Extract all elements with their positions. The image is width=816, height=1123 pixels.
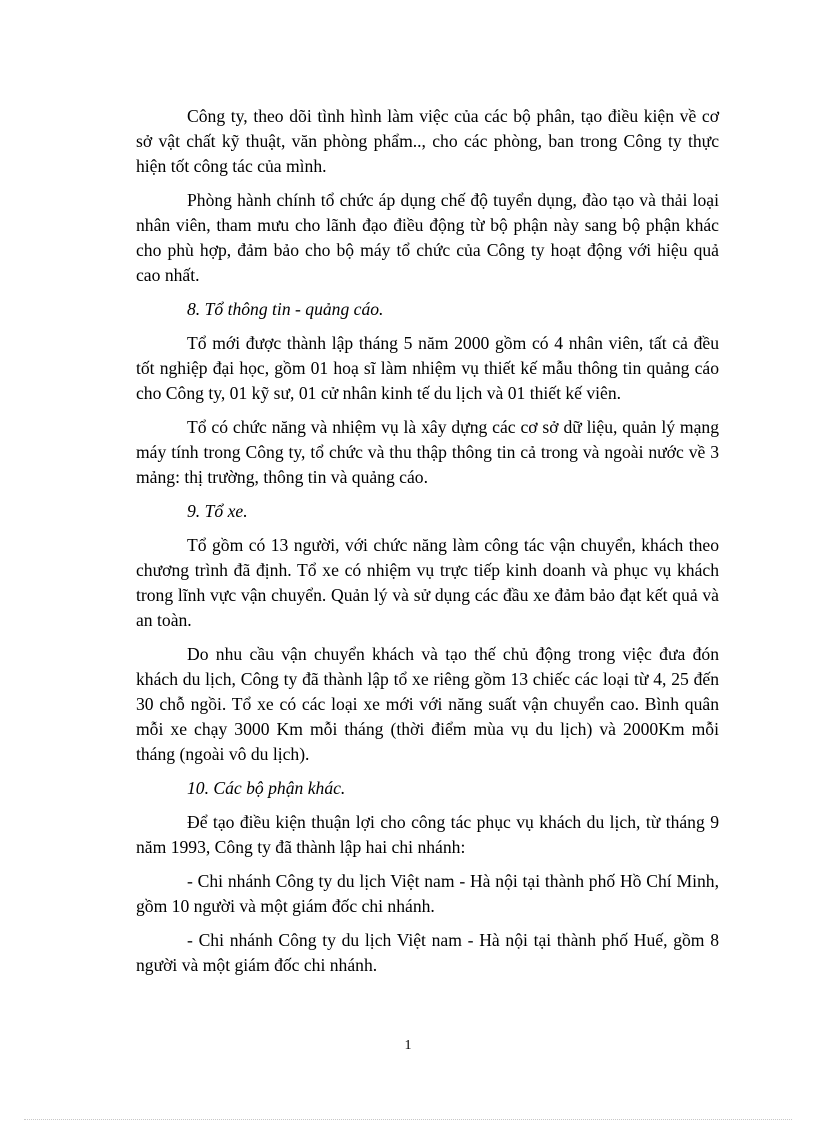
- paragraph-branches-intro: Để tạo điều kiện thuận lợi cho công tác phục vụ khách du lịch, từ tháng 9 năm 1993, Công ty đã thành lập hai chi nhánh:: [136, 812, 719, 857]
- page-number: 1: [404, 1038, 412, 1053]
- paragraph-vehicle-team-role: Tổ gồm có 13 người, với chức năng làm công tác vận chuyển, khách theo chương trình đã định. Tổ xe có nhiệm vụ trực tiếp kinh doanh và phục vụ khách trong lĩnh vực vận chuyển. Quản lý và sử dụng các đầu xe đảm bảo đạt kết quả và an toàn.: [136, 535, 719, 630]
- paragraph-vehicle-fleet: Do nhu cầu vận chuyển khách và tạo thế chủ động trong việc đưa đón khách du lịch, Công ty đã thành lập tổ xe riêng gồm 13 chiếc các loại từ 4, 25 đến 30 chỗ ngồi. Tổ xe có các loại xe mới với năng suất vận chuyển cao. Bình quân mỗi xe chạy 3000 Km mỗi tháng (thời điểm mùa vụ du lịch) và 2000Km mỗi tháng (ngoài vô du lịch).: [136, 644, 719, 764]
- paragraph-info-team-founding: Tổ mới được thành lập tháng 5 năm 2000 gồm có 4 nhân viên, tất cả đều tốt nghiệp đại học, gồm 01 hoạ sĩ làm nhiệm vụ thiết kế mẫu thông tin quảng cáo cho Công ty, 01 kỹ sư, 01 cử nhân kinh tế du lịch và 01 thiết kế viên.: [136, 333, 719, 403]
- paragraph-office-support: Công ty, theo dõi tình hình làm việc của các bộ phân, tạo điều kiện về cơ sở vật chất kỹ thuật, văn phòng phẩm.., cho các phòng, ban trong Công ty thực hiện tốt công tác của mình.: [136, 106, 719, 176]
- section-heading-vehicle-team: 9. Tổ xe.: [187, 501, 248, 521]
- paragraph-admin-department: Phòng hành chính tổ chức áp dụng chế độ tuyển dụng, đào tạo và thải loại nhân viên, tham mưu cho lãnh đạo điều động từ bộ phận này sang bộ phận khác cho phù hợp, đảm bảo cho bộ máy tổ chức của Công ty hoạt động với hiệu quả cao nhất.: [136, 190, 719, 285]
- paragraph-branch-hcmc: - Chi nhánh Công ty du lịch Việt nam - Hà nội tại thành phố Hồ Chí Minh, gồm 10 người và một giám đốc chi nhánh.: [136, 871, 719, 916]
- section-heading-information-advertising: 8. Tổ thông tin - quảng cáo.: [187, 299, 384, 319]
- page-bottom-divider: [24, 1119, 792, 1120]
- paragraph-info-team-duties: Tổ có chức năng và nhiệm vụ là xây dựng các cơ sở dữ liệu, quản lý mạng máy tính trong Công ty, tổ chức và thu thập thông tin cả trong và ngoài nước về 3 mảng: thị trường, thông tin và quảng cáo.: [136, 417, 719, 487]
- section-heading-other-departments: 10. Các bộ phận khác.: [187, 778, 346, 798]
- paragraph-branch-hue: - Chi nhánh Công ty du lịch Việt nam - Hà nội tại thành phố Huế, gồm 8 người và một giám đốc chi nhánh.: [136, 930, 719, 975]
- document-body: [136, 104, 719, 987]
